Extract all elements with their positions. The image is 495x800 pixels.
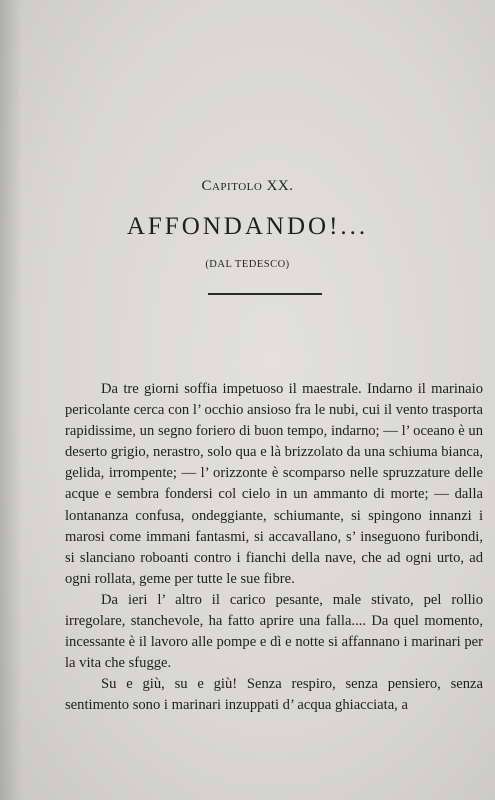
paragraph: Su e giù, su e giù! Senza respiro, senza pensiero, senza sentimento sono i marinari inzuppati d’ acqua ghiacciata, a bbox=[65, 676, 483, 714]
title-divider-rule bbox=[208, 293, 322, 295]
paragraph: Da tre giorni soffia impetuoso il maestrale. Indarno il marinaio pericolante cerca con l’ occhio ansioso fra le nubi, cui il vento trasporta rapidissime, un segno foriero di buon tempo, indarno; — l’ oceano è un deserto grigio, nerastro, solo qua e là brizzolato da una schiuma bianca, gelida, irrompente; — l’ orizzonte è scomparso nelle spruzzature delle acque e sembra fondersi col cielo in un ammanto di morte; — dalla lontananza confusa, ondeggiante, schiumante, si spingono innanzi i marosi come immani fantasmi, si accavallano, s’ inseguono furibondi, si slanciano roboanti contro i fianchi della nave, che ad ogni urto, ad ogni rollata, geme per tutte le sue fibre. bbox=[65, 381, 483, 587]
chapter-title: AFFONDANDO!... bbox=[126, 213, 369, 240]
chapter-subtitle: (DAL TEDESCO) bbox=[205, 259, 290, 270]
chapter-body bbox=[65, 379, 483, 717]
paragraph: Da ieri l’ altro il carico pesante, male stivato, pel rollio irregolare, stanchevole, ha fatto aprire una falla.... Da quel momento, incessante è il lavoro alle pompe e dì e notte si affannano i marinari per la vita che sfugge. bbox=[65, 591, 483, 672]
page-gutter-shadow bbox=[0, 0, 22, 800]
chapter-label: Capitolo XX. bbox=[201, 178, 294, 194]
